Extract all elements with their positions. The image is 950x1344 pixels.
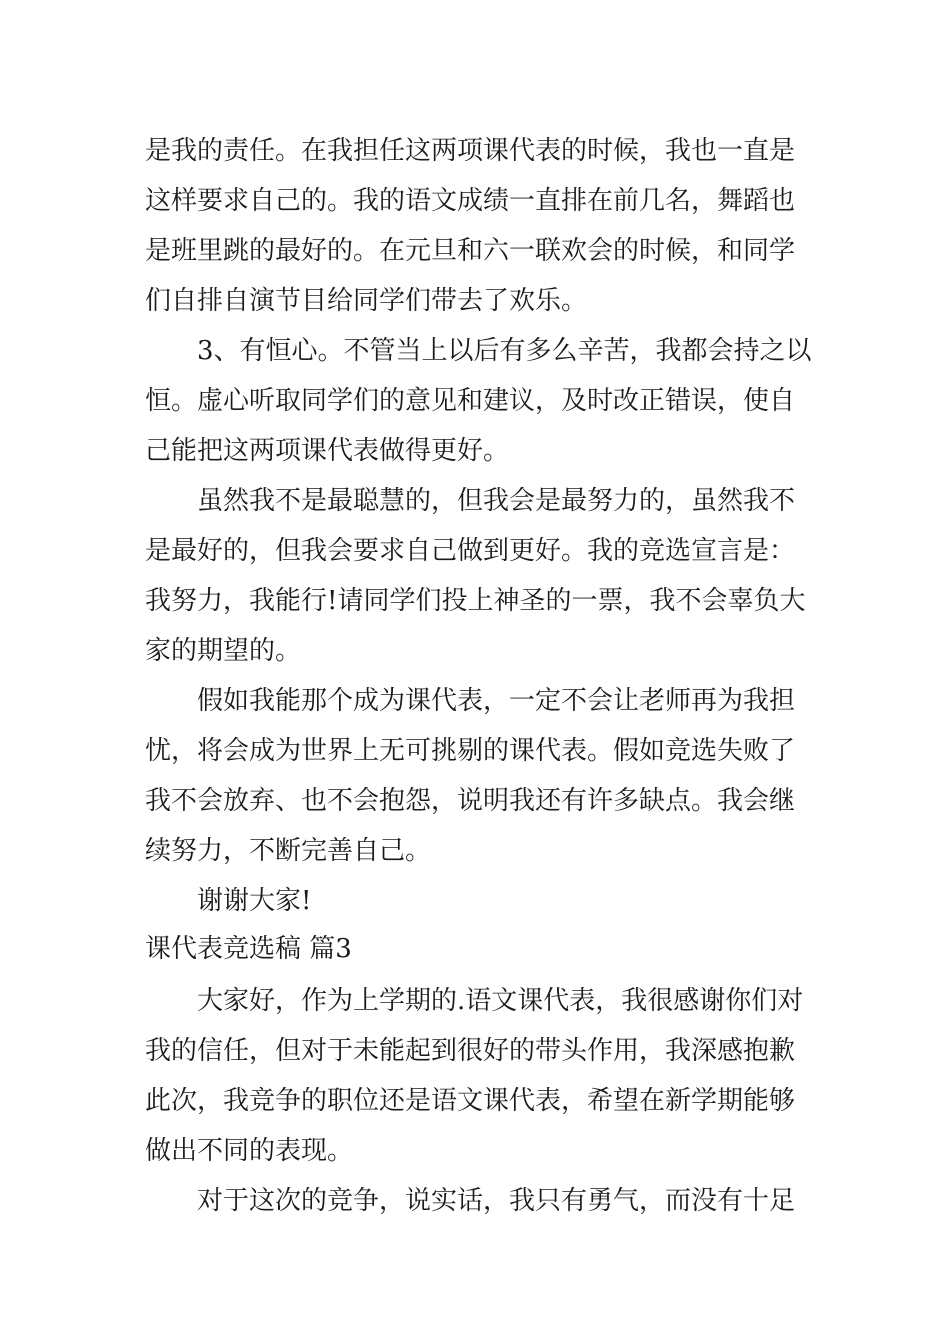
text-line: 我努力，我能行!请同学们投上神圣的一票，我不会辜负大 <box>145 586 806 616</box>
text-line: 这样要求自己的。我的语文成绩一直排在前几名，舞蹈也 <box>145 186 796 216</box>
text-line: 我不会放弃、也不会抱怨，说明我还有许多缺点。我会继 <box>145 786 796 816</box>
text-line: 家的期望的。 <box>145 636 302 666</box>
text-line: 己能把这两项课代表做得更好。 <box>145 436 510 466</box>
text-line: 们自排自演节目给同学们带去了欢乐。 <box>145 286 588 316</box>
paragraph-start-line: 大家好，作为上学期的.语文课代表，我很感谢你们对 <box>197 986 804 1016</box>
text-line: 此次，我竞争的职位还是语文课代表，希望在新学期能够 <box>145 1086 796 1116</box>
paragraph-start-line: 对于这次的竞争，说实话，我只有勇气，而没有十足 <box>197 1186 796 1216</box>
paragraph-start-line: 虽然我不是最聪慧的，但我会是最努力的，虽然我不 <box>197 486 796 516</box>
text-line: 续努力，不断完善自己。 <box>145 836 432 866</box>
text-line: 我的信任，但对于未能起到很好的带头作用，我深感抱歉 <box>145 1036 796 1066</box>
text-line: 做出不同的表现。 <box>145 1136 354 1166</box>
paragraph-start-line: 谢谢大家! <box>197 886 312 916</box>
text-line: 忧，将会成为世界上无可挑剔的课代表。假如竞选失败了 <box>145 736 796 766</box>
paragraph-start-line: 假如我能那个成为课代表，一定不会让老师再为我担 <box>197 686 796 716</box>
text-line: 恒。虚心听取同学们的意见和建议，及时改正错误，使自 <box>145 386 796 416</box>
text-line: 是班里跳的最好的。在元旦和六一联欢会的时候，和同学 <box>145 236 796 266</box>
section-heading: 课代表竞选稿 篇3 <box>145 934 352 964</box>
text-line: 是最好的，但我会要求自己做到更好。我的竞选宣言是： <box>145 536 796 566</box>
text-line: 是我的责任。在我担任这两项课代表的时候，我也一直是 <box>145 136 796 166</box>
paragraph-start-line: 3、有恒心。不管当上以后有多么辛苦，我都会持之以 <box>197 336 812 366</box>
